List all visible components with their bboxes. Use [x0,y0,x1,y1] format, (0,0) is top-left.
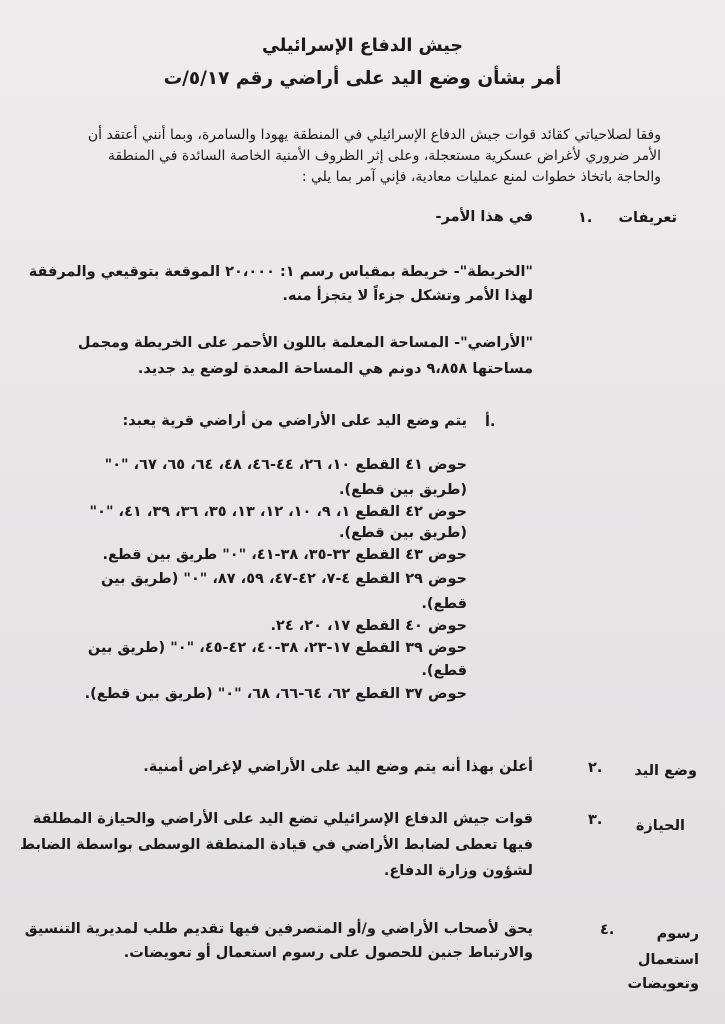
section4-label-line-1: رسوم [656,926,699,942]
subsection-a-text: يتم وضع اليد على الأراضي من أراضي قرية يعبد: [122,413,467,429]
section4-number: ٤. [600,922,615,938]
parcel-line-11: حوض ٣٧ القطع ٦٢، ٦٤-٦٦، ٦٨، "٠" (طريق بين قطع). [84,686,467,702]
subsection-a-letter: أ. [485,414,496,430]
document-title: جيش الدفاع الإسرائيلي [261,36,464,56]
land-definition-line-1: "الأراضي"- المساحة المعلمة باللون الأحمر على الخريطة ومجمل [77,335,533,351]
parcel-line-3: حوض ٤٢ القطع ١، ٩، ١٠، ١٢، ١٣، ٣٥، ٣٦، ٣٩، ٤١، "٠" [89,504,467,520]
section4-label-line-3: وتعويضات [627,976,699,992]
section1-number: ١. [578,210,593,226]
map-definition-line-1: "الخريطة"- خريطة بمقياس رسم ١: ٢٠،٠٠٠ الموقعة بتوقيعي والمرفقة [28,264,533,280]
parcel-line-7: قطع). [421,596,467,612]
section2-label: وضع اليد [634,763,697,779]
section4-label-line-2: استعمال [637,952,699,968]
parcel-line-2: (طريق بين قطع). [339,482,467,498]
intro-line-1: وفقا لصلاحياتي كقائد قوات جيش الدفاع الإسرائيلي في المنطقة يهودا والسامرة، وبما أنني أعتقد أن [87,127,661,143]
parcel-line-6: حوض ٢٩ القطع ٤-٧، ٤٢-٤٧، ٥٩، ٨٧، "٠" (طريق بين [101,571,467,587]
parcel-line-8: حوض ٤٠ القطع ١٧، ٢٠، ٢٤. [270,618,467,634]
parcel-line-5: حوض ٤٣ القطع ٣٢-٣٥، ٣٨-٤١، "٠" طريق بين قطع. [102,547,467,563]
section4-line-2: والارتباط جنين للحصول على رسوم استعمال أو تعويضات. [123,945,533,961]
section3-line-1: قوات جيش الدفاع الإسرائيلي تضع اليد على الأراضي والحيازة المطلقة [32,811,533,827]
parcel-line-10: قطع). [421,663,467,679]
parcel-line-4: (طريق بين قطع). [339,525,467,541]
intro-line-2: الأمر ضروري لأغراض عسكرية مستعجلة، وعلى إثر الظروف الأمنية الخاصة السائدة في المنطقة [108,148,661,164]
section3-line-2: فيها تعطى لضابط الأراضي في قيادة المنطقة الوسطى بواسطة الضابط [20,837,533,853]
section1-label: تعريفات [618,210,677,226]
section3-number: ٣. [588,812,603,828]
section3-line-3: لشؤون وزارة الدفاع. [383,863,533,879]
intro-line-3: والحاجة باتخاذ خطوات لمنع عمليات معادية، فإني آمر بما يلي : [301,169,661,185]
map-definition-line-2: لهذا الأمر وتشكل جزءاً لا يتجزأ منه. [282,288,533,304]
section1-lead: في هذا الأمر- [435,209,533,225]
section4-line-1: يحق لأصحاب الأراضي و/أو المتصرفين فيها تقديم طلب لمديرية التنسيق [24,921,533,937]
document-subtitle: أمر بشأن وضع اليد على أراضي رقم ٥/١٧/ت [163,68,562,89]
land-definition-line-2: مساحتها ٩،٨٥٨ دونم هي المساحة المعدة لوضع يد جديد. [137,361,533,377]
parcel-line-9: حوض ٣٩ القطع ١٧-٢٣، ٣٨-٤٠، ٤٢-٤٥، "٠" (طريق بين [87,640,467,656]
section3-label: الحيازة [635,818,685,834]
section2-text: أعلن بهذا أنه يتم وضع اليد على الأراضي لإغراض أمنية. [143,759,533,775]
parcel-line-1: حوض ٤١ القطع ١٠، ٢٦، ٤٤-٤٦، ٤٨، ٦٤، ٦٥، ٦٧، "٠" [104,457,467,473]
section2-number: ٢. [588,760,603,776]
